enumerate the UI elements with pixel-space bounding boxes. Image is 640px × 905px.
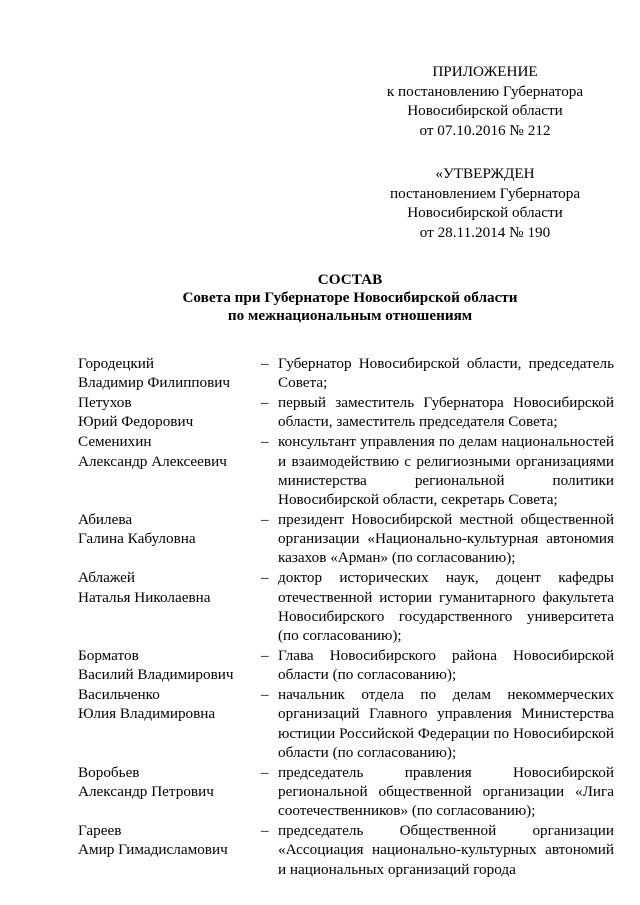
member-role: председатель Общественной организации «Ассоциация национально-культурных автономий и национальных организаций города [278, 822, 614, 878]
member-given-names: Амир Гимадисламович [78, 841, 228, 859]
member-dash: – [261, 647, 269, 665]
member-given-names: Юрий Федорович [78, 413, 194, 431]
member-role: доктор исторических наук, доцент кафедры отечественной истории гуманитарного факультета Новосибирского государственного университета (по согласованию); [278, 569, 614, 645]
member-role: первый заместитель Губернатора Новосибирской области, заместитель председателя Совета; [278, 394, 614, 431]
member-name [78, 432, 261, 509]
member-surname: Городецкий [78, 355, 155, 372]
appendix-header [360, 62, 610, 140]
member-row [78, 568, 614, 645]
member-role: президент Новосибирской местной общественной организации «Национально-культурная автономия казахов «Арман» (по согласованию); [278, 511, 614, 567]
member-surname: Воробьев [78, 763, 140, 781]
member-row [78, 432, 614, 509]
approved-region: Новосибирской области [407, 204, 563, 221]
member-surname: Аблажей [78, 569, 136, 587]
appendix-region: Новосибирской области [407, 102, 563, 119]
member-surname: Петухов [78, 394, 132, 412]
member-row [78, 510, 614, 568]
member-surname: Борматов [78, 647, 139, 665]
document-heading [90, 271, 610, 325]
member-name [78, 568, 261, 645]
member-row [78, 685, 614, 762]
member-row [78, 646, 614, 684]
heading-subtitle-2: по межнациональным отношениям [227, 307, 473, 324]
member-dash: – [261, 569, 269, 587]
member-name [78, 685, 261, 762]
member-given-names: Юлия Владимировна [78, 705, 216, 723]
member-row [78, 763, 614, 821]
member-given-names: Галина Кабуловна [78, 530, 196, 548]
member-dash: – [261, 686, 269, 704]
member-role: Глава Новосибирского района Новосибирской области (по согласованию); [278, 647, 614, 684]
member-name [78, 763, 261, 821]
member-given-names: Александр Петрович [78, 783, 214, 801]
member-row [78, 393, 614, 431]
member-role: начальник отдела по делам некоммерческих организаций Главного управления Министерства юстиции Российской Федерации по Новосибирской области (по согласованию); [278, 686, 614, 761]
approved-title: «УТВЕРЖДЕН [435, 165, 535, 182]
member-row [78, 821, 614, 879]
member-dash: – [261, 355, 269, 372]
member-given-names: Наталья Николаевна [78, 588, 211, 606]
member-surname: Семенихин [78, 433, 152, 451]
member-name [78, 821, 261, 879]
members-list [78, 354, 614, 880]
member-dash: – [261, 394, 269, 412]
member-role: консультант управления по делам национальностей и взаимодействию с религиозными организациями министерства региональной политики Новосибирской области, секретарь Совета; [278, 433, 614, 509]
member-role: Губернатор Новосибирской области, председатель Совета; [278, 355, 614, 392]
member-dash: – [261, 511, 269, 529]
appendix-date-number: от 07.10.2016 № 212 [419, 121, 551, 139]
member-name [78, 393, 261, 431]
approved-header [360, 164, 610, 242]
member-given-names: Василий Владимирович [78, 666, 234, 684]
member-row [78, 354, 614, 392]
heading-title: СОСТАВ [317, 271, 383, 288]
member-surname: Гареев [78, 822, 122, 840]
heading-subtitle: Совета при Губернаторе Новосибирской области [182, 289, 518, 306]
member-dash: – [261, 822, 269, 840]
member-name [78, 646, 261, 684]
appendix-reference: к постановлению Губернатора [386, 82, 584, 100]
member-surname: Абилева [78, 511, 133, 529]
member-role: председатель правления Новосибирской региональной общественной организации «Лига соотечественников» (по согласованию); [278, 763, 614, 820]
member-given-names: Владимир Филиппович [78, 374, 231, 392]
member-dash: – [261, 433, 269, 451]
member-surname: Васильченко [78, 686, 160, 704]
member-name [78, 510, 261, 568]
member-dash: – [261, 763, 269, 781]
appendix-title: ПРИЛОЖЕНИЕ [432, 63, 538, 80]
member-name [78, 354, 261, 392]
approved-date-number: от 28.11.2014 № 190 [419, 223, 551, 241]
member-given-names: Александр Алексеевич [78, 452, 227, 470]
approved-reference: постановлением Губернатора [389, 184, 581, 202]
